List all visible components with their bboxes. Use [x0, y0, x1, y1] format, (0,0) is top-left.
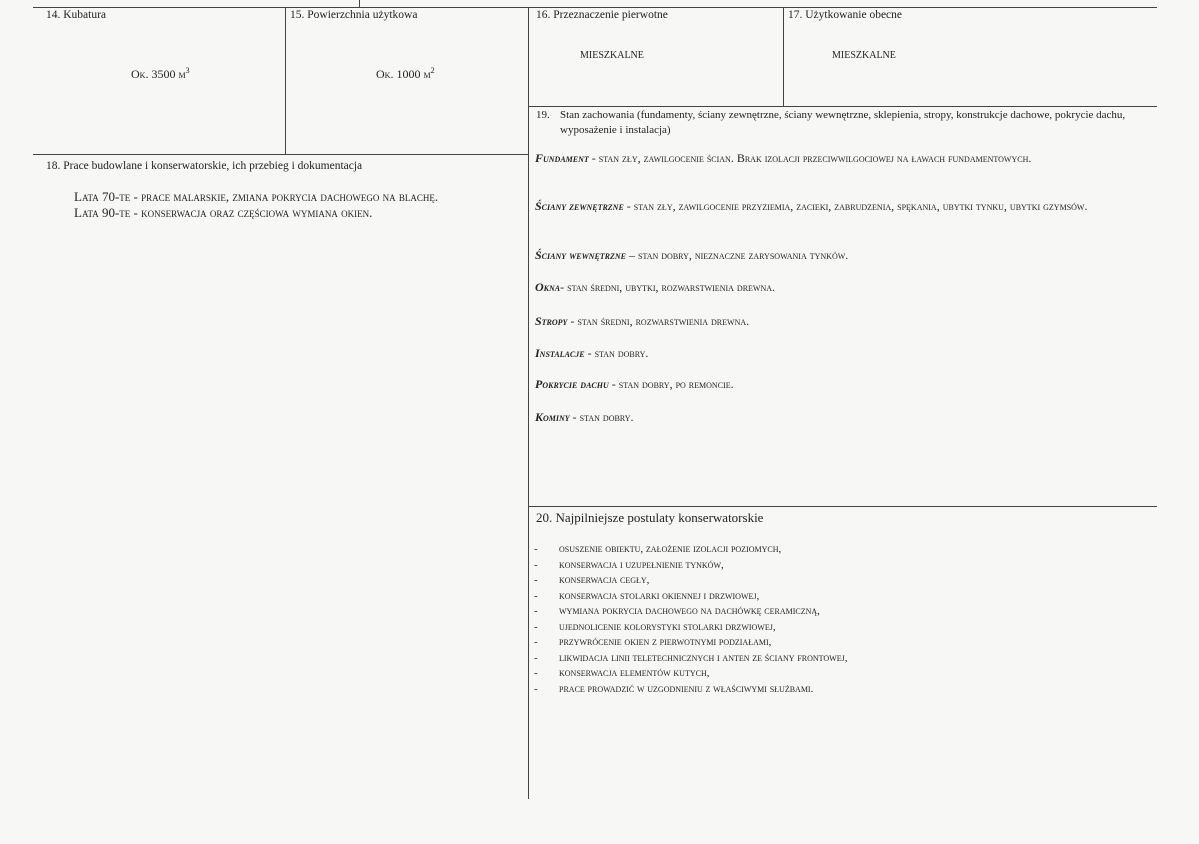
top-border — [33, 7, 1157, 8]
center-divider — [528, 7, 529, 799]
postulat-text: osuszenie obiektu, założenie izolacji poziomych, — [559, 543, 782, 555]
entry-text: – stan dobry, nieznaczne zarysowania tynków. — [626, 248, 849, 262]
bullet-dash: - — [534, 543, 538, 555]
postulat-text: wymiana pokrycia dachowego na dachówkę ceramiczną, — [559, 605, 820, 617]
bullet-dash: - — [534, 667, 538, 679]
entry-text: - stan dobry. — [584, 346, 649, 360]
prace-line-1: Lata 70-te - prace malarskie, zmiana pokrycia dachowego na blachę. — [74, 189, 439, 204]
bullet-dash: - — [534, 620, 538, 633]
postulat-item — [534, 573, 847, 589]
section-15-header: 15. Powierzchnia użytkowa — [290, 9, 418, 21]
stan-entry-sciany-wewnetrzne — [535, 247, 1155, 264]
section-16-header: 16. Przeznaczenie pierwotne — [536, 9, 668, 21]
postulat-item — [534, 620, 847, 636]
stan-entry-sciany-zewnetrzne — [535, 198, 1155, 215]
postulat-text: prace prowadzić w uzgodnieniu z właściwymi służbami. — [559, 682, 814, 695]
bullet-dash: - — [534, 636, 538, 648]
bullet-dash: - — [534, 605, 538, 617]
postulat-item — [534, 558, 847, 574]
stan-entry-kominy — [535, 409, 1155, 426]
stan-entry-fundament — [535, 150, 1155, 167]
powierzchnia-value — [376, 66, 435, 82]
section-14-header: 14. Kubatura — [46, 9, 107, 21]
entry-label: Pokrycie dachu — [535, 377, 609, 391]
entry-label: Stropy — [535, 314, 568, 328]
entry-text: - stan dobry. — [569, 410, 634, 424]
entry-label: Okna — [535, 280, 561, 294]
entry-label: Ściany wewnętrzne — [535, 248, 627, 262]
postulat-item — [534, 666, 847, 682]
entry-label: Fundament — [535, 151, 589, 165]
bullet-dash: - — [534, 558, 538, 571]
przeznaczenie-value: MIESZKALNE — [580, 50, 644, 61]
powierzchnia-exponent: 2 — [430, 66, 435, 75]
bullet-dash: - — [534, 682, 538, 695]
bullet-dash: - — [534, 589, 538, 602]
prace-line-2: Lata 90-te - konserwacja oraz częściowa wymiana okien. — [74, 205, 373, 220]
postulat-item — [534, 651, 847, 667]
stan-entry-pokrycie-dachu — [535, 376, 1155, 393]
section-19-number: 19. — [536, 109, 550, 121]
divider-19-20 — [528, 506, 1157, 507]
kubatura-value — [131, 66, 190, 82]
entry-label: Instalacje — [535, 346, 585, 360]
bullet-dash: - — [534, 574, 538, 586]
stan-entry-okna — [535, 279, 1155, 296]
divider-14-15 — [285, 7, 286, 154]
divider-16-17 — [783, 7, 784, 106]
postulat-text: ujednolicenie kolorystyki stolarki drzwiowej, — [559, 620, 776, 633]
section-20-header: 20. Najpilniejsze postulaty konserwatorskie — [536, 510, 764, 525]
kubatura-exponent: 3 — [185, 66, 190, 75]
stan-entry-instalacje — [535, 345, 1155, 362]
divider-14-18 — [33, 154, 528, 155]
divider-16-19 — [528, 106, 1157, 107]
entry-text: - stan średni, rozwarstwienia drewna. — [567, 314, 750, 328]
entry-label: Kominy — [535, 410, 570, 424]
postulat-item — [534, 604, 847, 620]
top-tick — [359, 0, 360, 7]
postulat-text: przywrócenie okien z pierwotnymi podziałami, — [559, 636, 772, 648]
section-17-header: 17. Użytkowanie obecne — [788, 9, 903, 21]
postulat-text: konserwacja stolarki okiennej i drzwiowej, — [559, 589, 760, 602]
bullet-dash: - — [534, 651, 538, 664]
postulat-item — [534, 635, 847, 651]
entry-text: - stan zły, zawilgocenie ścian. Brak izolacji przeciwwilgociowej na ławach fundamentowych. — [588, 151, 1032, 165]
section-18-header: 18. Prace budowlane i konserwatorskie, ich przebieg i dokumentacja — [46, 160, 363, 172]
entry-label: Ściany zewnętrzne — [535, 199, 624, 213]
powierzchnia-number: Ok. 1000 m — [376, 67, 431, 81]
postulat-text: konserwacja elementów kutych, — [559, 667, 710, 679]
section-19-header: Stan zachowania (fundamenty, ściany zewnętrzne, ściany wewnętrzne, sklepienia, stropy, konstrukcje dachowe, pokrycie dachu, wyposażenie i instalacja) — [560, 109, 1126, 136]
postulat-item — [534, 589, 847, 605]
kubatura-number: Ok. 3500 m — [131, 67, 186, 81]
postulat-text: konserwacja cegły, — [559, 574, 650, 586]
stan-entry-stropy — [535, 313, 1155, 330]
entry-text: - stan zły, zawilgocenie przyziemia, zacieki, zabrudzenia, spękania, ubytki tynku, ubytki gzymsów. — [623, 199, 1088, 213]
entry-text: - stan średni, ubytki, rozwarstwienia drewna. — [560, 280, 776, 294]
postulat-item — [534, 542, 847, 558]
postulaty-list — [534, 542, 847, 697]
postulat-text: likwidacja linii teletechnicznych i anten ze ściany frontowej, — [559, 651, 848, 664]
postulat-item — [534, 682, 847, 698]
entry-text: - stan dobry, po remoncie. — [608, 377, 734, 391]
uzytkowanie-value: MIESZKALNE — [832, 50, 896, 61]
postulat-text: konserwacja i uzupełnienie tynków, — [559, 558, 724, 571]
